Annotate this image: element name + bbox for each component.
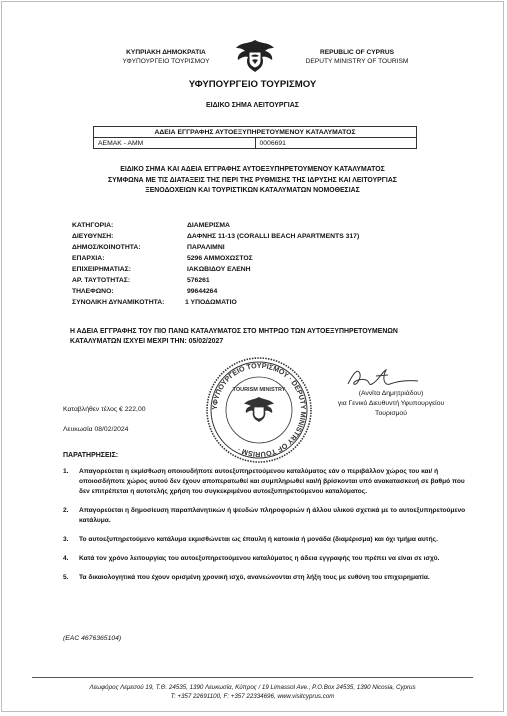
stamp-inner-text: TOURISM MINISTRY	[232, 387, 286, 393]
issue-date-value: 08/02/2024	[94, 426, 129, 433]
footer-address	[32, 683, 473, 701]
signatory-role: Τουρισμού	[375, 410, 407, 417]
signatory-name: (Αννίτα Δημητριάδου)	[358, 390, 424, 397]
remark-number: 3.	[63, 536, 69, 543]
license-document	[1, 1, 504, 712]
remarks-title: ΠΑΡΑΤΗΡΗΣΕΙΣ:	[63, 452, 119, 459]
validity-line: Η ΑΔΕΙΑ ΕΓΓΡΑΦΗΣ ΤΟΥ ΠΙΟ ΠΑΝΩ ΚΑΤΑΛΥΜΑΤΟΣ ΣΤΟ ΜΗΤΡΩΟ ΤΩΝ ΑΥΤΟΕΞΥΠΗΡΕΤΟΥΜΕΝΩΝ	[70, 328, 398, 335]
field-value: 576261	[187, 277, 210, 284]
ministry-name-greek: ΥΦΥΠΟΥΡΓΕΙΟ ΤΟΥΡΙΣΜΟΥ	[122, 58, 210, 65]
field-label: ΚΑΤΗΓΟΡΙΑ:	[72, 222, 114, 229]
validity-prefix: ΚΑΤΑΛΥΜΑΤΩΝ ΙΣΧΥΕΙ ΜΕΧΡΙ ΤΗΝ:	[70, 338, 187, 345]
field-label: ΔΗΜΟΣ/ΚΟΙΝΟΤΗΤΑ:	[72, 244, 141, 251]
remark-number: 2.	[63, 507, 69, 514]
field-value: 1 ΥΠΟΔΩΜΑΤΙΟ	[185, 299, 237, 306]
list-item	[63, 467, 473, 497]
list-item	[63, 554, 473, 564]
issue-date	[63, 426, 128, 433]
intro-line: ΕΙΔΙΚΟ ΣΗΜΑ ΚΑΙ ΑΔΕΙΑ ΕΓΓΡΑΦΗΣ ΑΥΤΟΕΞΥΠΗΡΕΤΟΥΜΕΝΟΥ ΚΑΤΑΛΥΜΑΤΟΣ	[120, 166, 385, 173]
footer-divider	[32, 677, 473, 678]
republic-name-greek: ΚΥΠΡΙΑΚΗ ΔΗΜΟΚΡΑΤΙΑ	[126, 49, 206, 56]
validity-line	[70, 337, 473, 347]
legal-intro	[62, 165, 443, 197]
field-value: 99644264	[187, 288, 218, 295]
expiry-date: 05/02/2027	[188, 338, 224, 345]
field-value: ΠΑΡΑΛΙΜΝΙ	[187, 244, 225, 251]
ministry-title: ΥΦΥΠΟΥΡΓΕΙΟ ΤΟΥΡΙΣΜΟΥ	[188, 79, 317, 90]
fee-paid	[63, 406, 146, 413]
field-label: ΕΠΑΡΧΙΑ:	[72, 255, 105, 262]
validity-statement	[70, 327, 473, 347]
field-label: ΔΙΕΥΘΥΝΣΗ:	[72, 233, 114, 240]
document-type: ΕΙΔΙΚΟ ΣΗΜΑ ΛΕΙΤΟΥΡΓΙΑΣ	[206, 102, 299, 109]
remark-number: 5.	[63, 574, 69, 581]
remark-text: Απαγορεύεται η δημοσίευση παραπλανητικών ή ψευδών πληροφοριών ή άλλου υλικού σχετικά με το αυτοεξυπηρετούμενο κατάλυμα.	[79, 507, 466, 524]
registration-label: ΑΕΜΑΚ - ΑΜΜ	[94, 138, 256, 149]
stamp-outer-text: ΥΦΥΠΟΥΡΓΕΙΟ ΤΟΥΡΙΣΜΟΥ · DEPUTY MINISTRY OF TOURISM ·	[209, 360, 309, 460]
fee-label: Καταβλήθεν τέλος	[63, 406, 118, 413]
registration-number: 0006691	[255, 138, 417, 149]
registration-heading: ΑΔΕΙΑ ΕΓΓΡΑΦΗΣ ΑΥΤΟΕΞΥΠΗΡΕΤΟΥΜΕΝΟΥ ΚΑΤΑΛΥΜΑΤΟΣ	[94, 127, 417, 138]
republic-name-english: REPUBLIC OF CYPRUS	[319, 49, 394, 56]
signatory-role: για Γενικό Διευθυντή Υφυπουργείου	[337, 400, 445, 407]
field-label: ΣΥΝΟΛΙΚΗ ΔΥΝΑΜΙΚΟΤΗΤΑ:	[72, 299, 165, 306]
handwritten-signature-icon	[342, 364, 422, 392]
signatory-block	[326, 389, 456, 419]
official-stamp-icon	[204, 355, 314, 465]
remark-text: Απαγορεύεται η εκμίσθωση οποιουδήποτε αυτοεξυπηρετούμενου καταλύματος εάν ο περιβάλλον χώρος του και/ ή οποιοσδήποτε χώρος αυτού δεν έχουν αποπερατωθεί και συμπληρωθεί και/ή βρίσκονται υπό ανακατασκευή σε βαθμό που δεν επιτρέπεται η αυτοτελής χρήση του συγκεκριμένου αυτοεξυπηρετούμενου καταλύματος.	[79, 468, 465, 495]
field-value: ΔΙΑΜΕΡΙΣΜΑ	[187, 222, 230, 229]
remark-number: 4.	[63, 555, 69, 562]
fee-amount: € 222,00	[119, 406, 146, 413]
remark-text: Τα δικαιολογητικά που έχουν ορισμένη χρονική ισχύ, ανανεώνονται στη λήξη τους με ευθύνη του επιχειρηματία.	[79, 574, 430, 581]
remarks-list	[63, 467, 473, 592]
intro-line: ΣΥΜΦΩΝΑ ΜΕ ΤΙΣ ΔΙΑΤΑΞΕΙΣ ΤΗΣ ΠΕΡΙ ΤΗΣ ΡΥΘΜΙΣΗΣ ΤΗΣ ΙΔΡΥΣΗΣ ΚΑΙ ΛΕΙΤΟΥΡΓΙΑΣ	[108, 176, 397, 184]
footer-line: T: +357 22691100, F: +357 22334696, www.visitcyprus.com	[170, 693, 335, 700]
field-label: ΕΠΙΧΕΙΡΗΜΑΤΙΑΣ:	[72, 266, 132, 273]
field-value: 5296 ΑΜΜΟΧΩΣΤΟΣ	[187, 255, 253, 262]
field-label: ΤΗΛΕΦΩΝΟ:	[72, 288, 114, 295]
remark-text: Το αυτοεξυπηρετούμενο κατάλυμα εκμισθώνεται ως έπαυλη ή κατοικία ή μονάδα (διαμέρισμα) και όχι τμήμα αυτής.	[79, 536, 438, 543]
intro-line: ΞΕΝΟΔΟΧΕΙΩΝ ΚΑΙ ΤΟΥΡΙΣΤΙΚΩΝ ΚΑΤΑΛΥΜΑΤΩΝ ΝΟΜΟΘΕΣΙΑΣ	[145, 187, 360, 194]
list-item	[63, 535, 473, 545]
remark-number: 1.	[63, 468, 69, 475]
remark-text: Κατά τον χρόνο λειτουργίας του αυτοεξυπηρετούμενου καταλύματος η άδεια εγγραφής του πρέπει να είναι σε ισχύ.	[79, 555, 440, 562]
footer-line: Λεωφόρος Λεμεσού 19, Τ.Θ. 24535, 1390 Λευκωσία, Κύπρος / 19 Limassol Ave., P.O.Box 24535, 1390 Nicosia, Cyprus	[89, 684, 416, 691]
field-label: ΑΡ. ΤΑΥΤΟΤΗΤΑΣ:	[72, 277, 131, 284]
header-english	[288, 48, 426, 66]
field-value: ΔΑΦΝΗΣ 11-13 (CORALLI BEACH APARTMENTS 317)	[187, 233, 360, 240]
ministry-name-english: DEPUTY MINISTRY OF TOURISM	[305, 58, 409, 65]
registration-table	[93, 126, 417, 149]
cyprus-coat-of-arms-icon	[231, 36, 279, 76]
list-item	[63, 573, 473, 583]
field-value: ΙΑΚΩΒΙΔΟΥ ΕΛΕΝΗ	[187, 266, 251, 273]
list-item	[63, 506, 473, 526]
eac-code: (EAC 4676365104)	[63, 635, 122, 642]
header-greek	[97, 48, 235, 66]
issue-place: Λευκωσία	[63, 426, 93, 433]
